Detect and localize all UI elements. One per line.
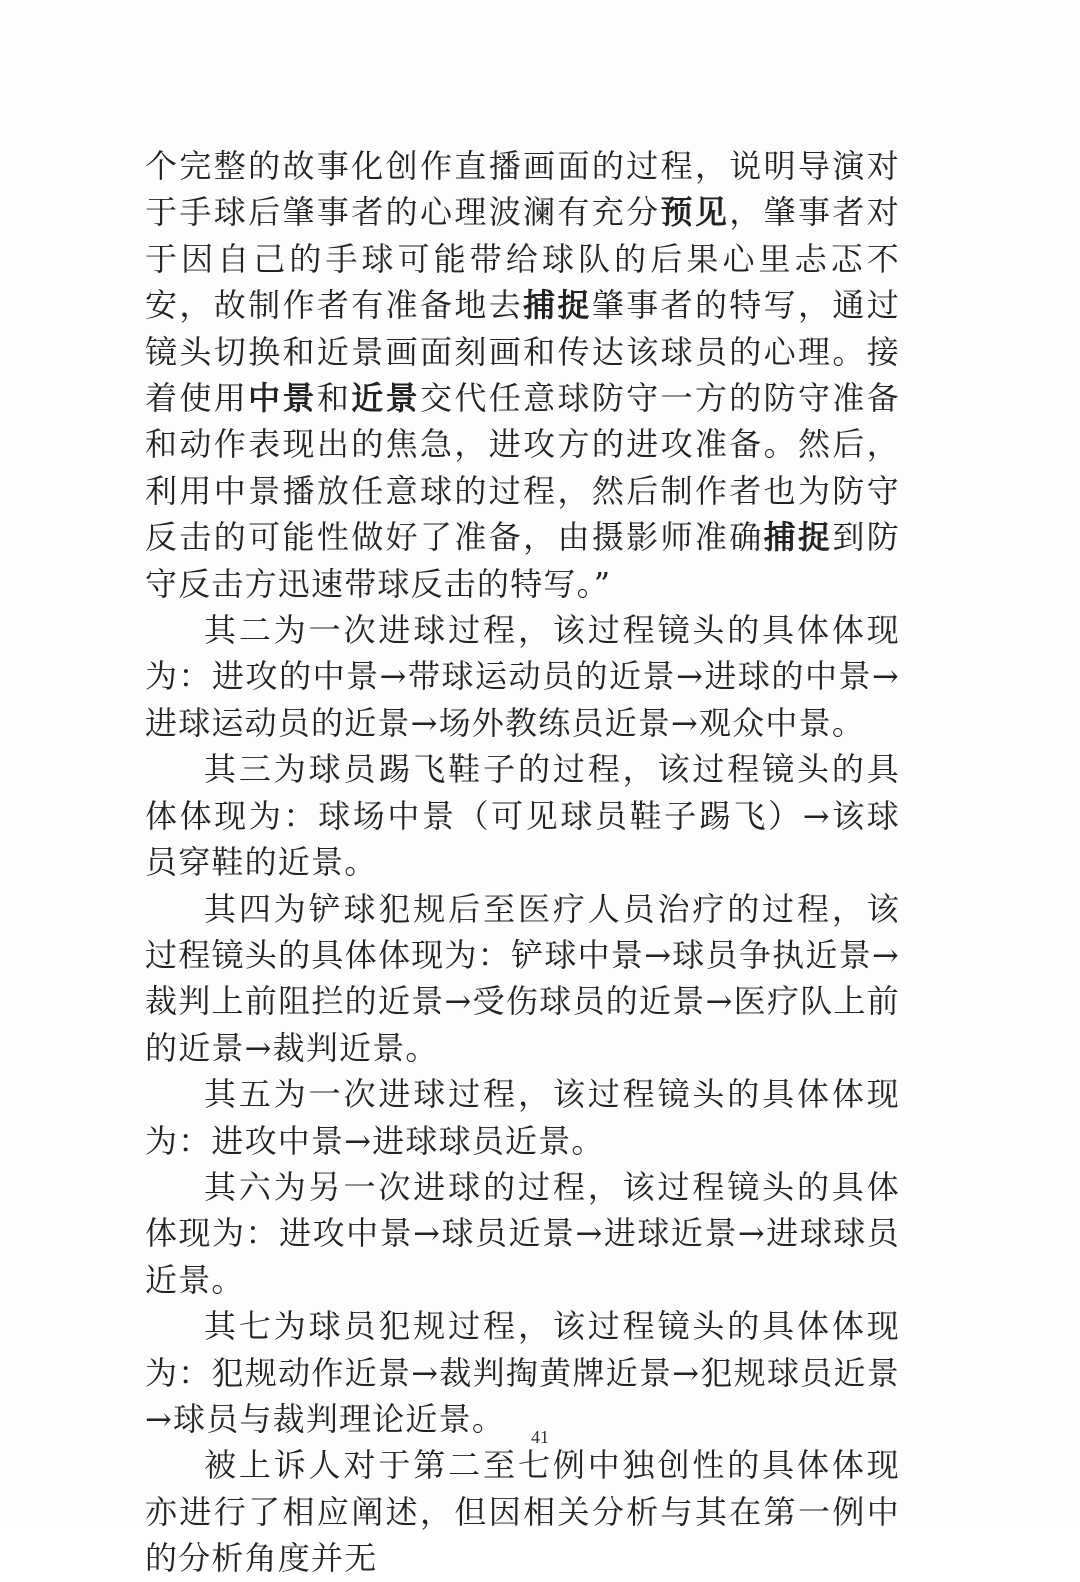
bold-text-run: 预见 [660, 193, 730, 232]
paragraph [145, 1071, 900, 1164]
body-text [145, 143, 900, 1582]
paragraph [145, 746, 900, 885]
paragraph [145, 1164, 900, 1303]
paragraph [145, 143, 900, 607]
text-run: 其七为球员犯规过程，该过程镜头的具体体现为：犯规动作近景→裁判掏黄牌近景→犯规球员近景→球员与裁判理论近景。 [145, 1307, 900, 1438]
paragraph [145, 1442, 900, 1581]
text-run: 被上诉人对于第二至七例中独创性的具体体现亦进行了相应阐述，但因相关分析与其在第一例中的分析角度并无 [145, 1446, 900, 1578]
bold-text-run: 捕捉 [523, 286, 592, 325]
bold-text-run: 近景 [351, 379, 420, 418]
text-run: 其三为球员踢飞鞋子的过程，该过程镜头的具体体现为：球场中景（可见球员鞋子踢飞）→该球员穿鞋的近景。 [145, 750, 900, 882]
text-run: 交代任意球防守一方的防守准备和动作表现出的焦急，进攻方的进攻准备。然后，利用中景播放任意球的过程，然后制作者也为防守反击的可能性做好了准备，由摄影师准确 [145, 379, 900, 557]
page-number: 41 [531, 1427, 549, 1447]
text-run: 其二为一次进球过程，该过程镜头的具体体现为：进攻的中景→带球运动员的近景→进球的中景→进球运动员的近景→场外教练员近景→观众中景。 [145, 611, 900, 742]
bold-text-run: 捕捉 [763, 518, 833, 557]
text-run: 其六为另一次进球的过程，该过程镜头的具体体现为：进攻中景→球员近景→进球近景→进球球员近景。 [145, 1167, 900, 1299]
paragraph [145, 886, 900, 1072]
paragraph [145, 607, 900, 746]
paragraph [145, 1303, 900, 1442]
bold-text-run: 中景 [248, 379, 317, 418]
text-run: 其五为一次进球过程，该过程镜头的具体体现为：进攻中景→进球球员近景。 [145, 1075, 900, 1160]
text-run: 其四为铲球犯规后至医疗人员治疗的过程，该过程镜头的具体体现为：铲球中景→球员争执近景→裁判上前阻拦的近景→受伤球员的近景→医疗队上前的近景→裁判近景。 [145, 889, 900, 1067]
text-run: 到防守反击方迅速带球反击的特写。” [145, 518, 900, 603]
text-run: 个完整的故事化创作直播画面的过程，说明导演对于手球后肇事者的心理波澜有充分 [145, 147, 900, 232]
text-run: 和 [316, 379, 352, 418]
text-run: ，肇事者对于因自己的手球可能带给球队的后果心里忐忑不安，故制作者有准备地去 [145, 193, 900, 325]
text-run: 肇事者的特写，通过镜头切换和近景画面刻画和传达该球员的心理。接着使用 [145, 286, 900, 418]
